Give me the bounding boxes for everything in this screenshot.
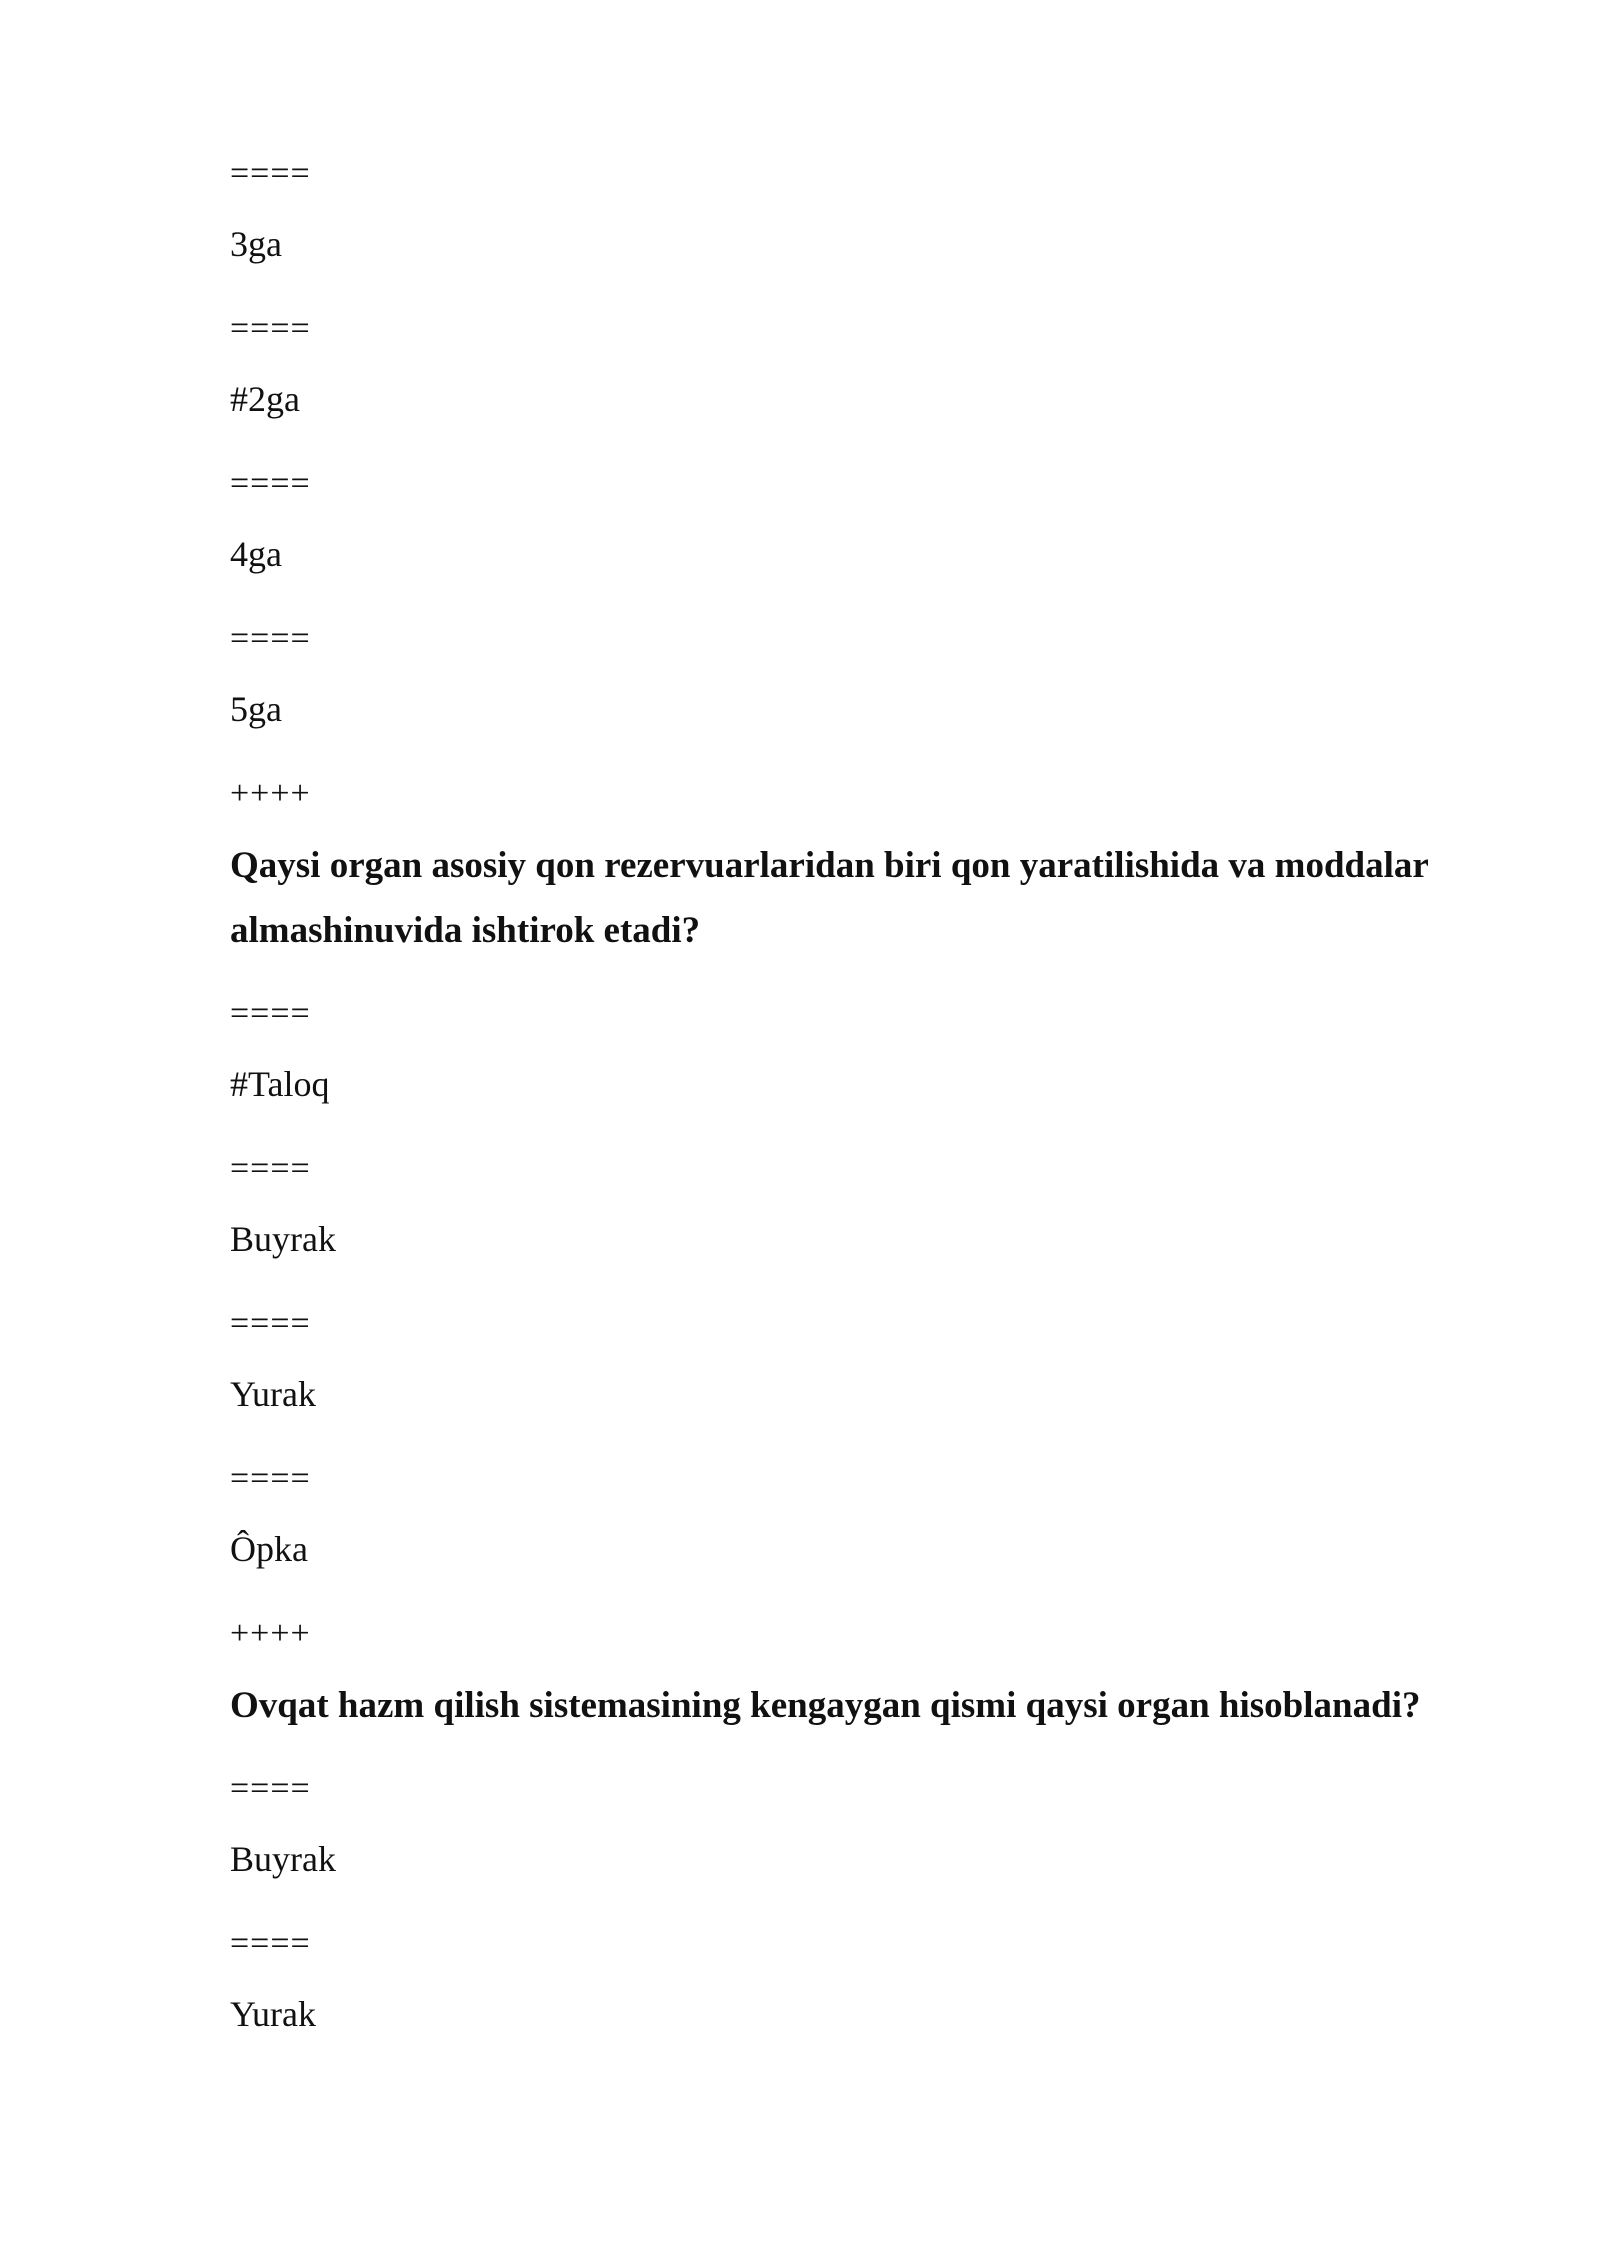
answer-separator: ==== xyxy=(230,1305,311,1342)
question-text: Qaysi organ asosiy qon rezervuarlaridan biri qon yaratilishida va moddalar almashinuvida ishtirok etadi? xyxy=(230,845,1429,951)
answer-option: 4ga xyxy=(230,534,282,574)
answer-separator: ==== xyxy=(230,1150,311,1187)
answer-separator: ==== xyxy=(230,155,311,192)
answer-option-correct: #Taloq xyxy=(230,1064,330,1104)
answer-separator: ==== xyxy=(230,1460,311,1497)
answer-option-correct: #2ga xyxy=(230,379,300,419)
question-text: Ovqat hazm qilish sistemasining kengaygan qismi qaysi organ hisoblanadi? xyxy=(230,1685,1421,1726)
answer-separator: ==== xyxy=(230,1770,311,1807)
answer-option: Yurak xyxy=(230,1374,316,1414)
answer-separator: ==== xyxy=(230,1925,311,1962)
answer-option: Buyrak xyxy=(230,1219,336,1259)
answer-option: Ôpka xyxy=(230,1529,308,1569)
question-separator: ++++ xyxy=(230,775,311,812)
question-separator: ++++ xyxy=(230,1615,311,1652)
answer-option: 5ga xyxy=(230,689,282,729)
answer-separator: ==== xyxy=(230,310,311,347)
answer-separator: ==== xyxy=(230,995,311,1032)
answer-option: Buyrak xyxy=(230,1839,336,1879)
answer-option: 3ga xyxy=(230,224,282,264)
answer-separator: ==== xyxy=(230,465,311,502)
answer-separator: ==== xyxy=(230,620,311,657)
answer-option: Yurak xyxy=(230,1994,316,2034)
